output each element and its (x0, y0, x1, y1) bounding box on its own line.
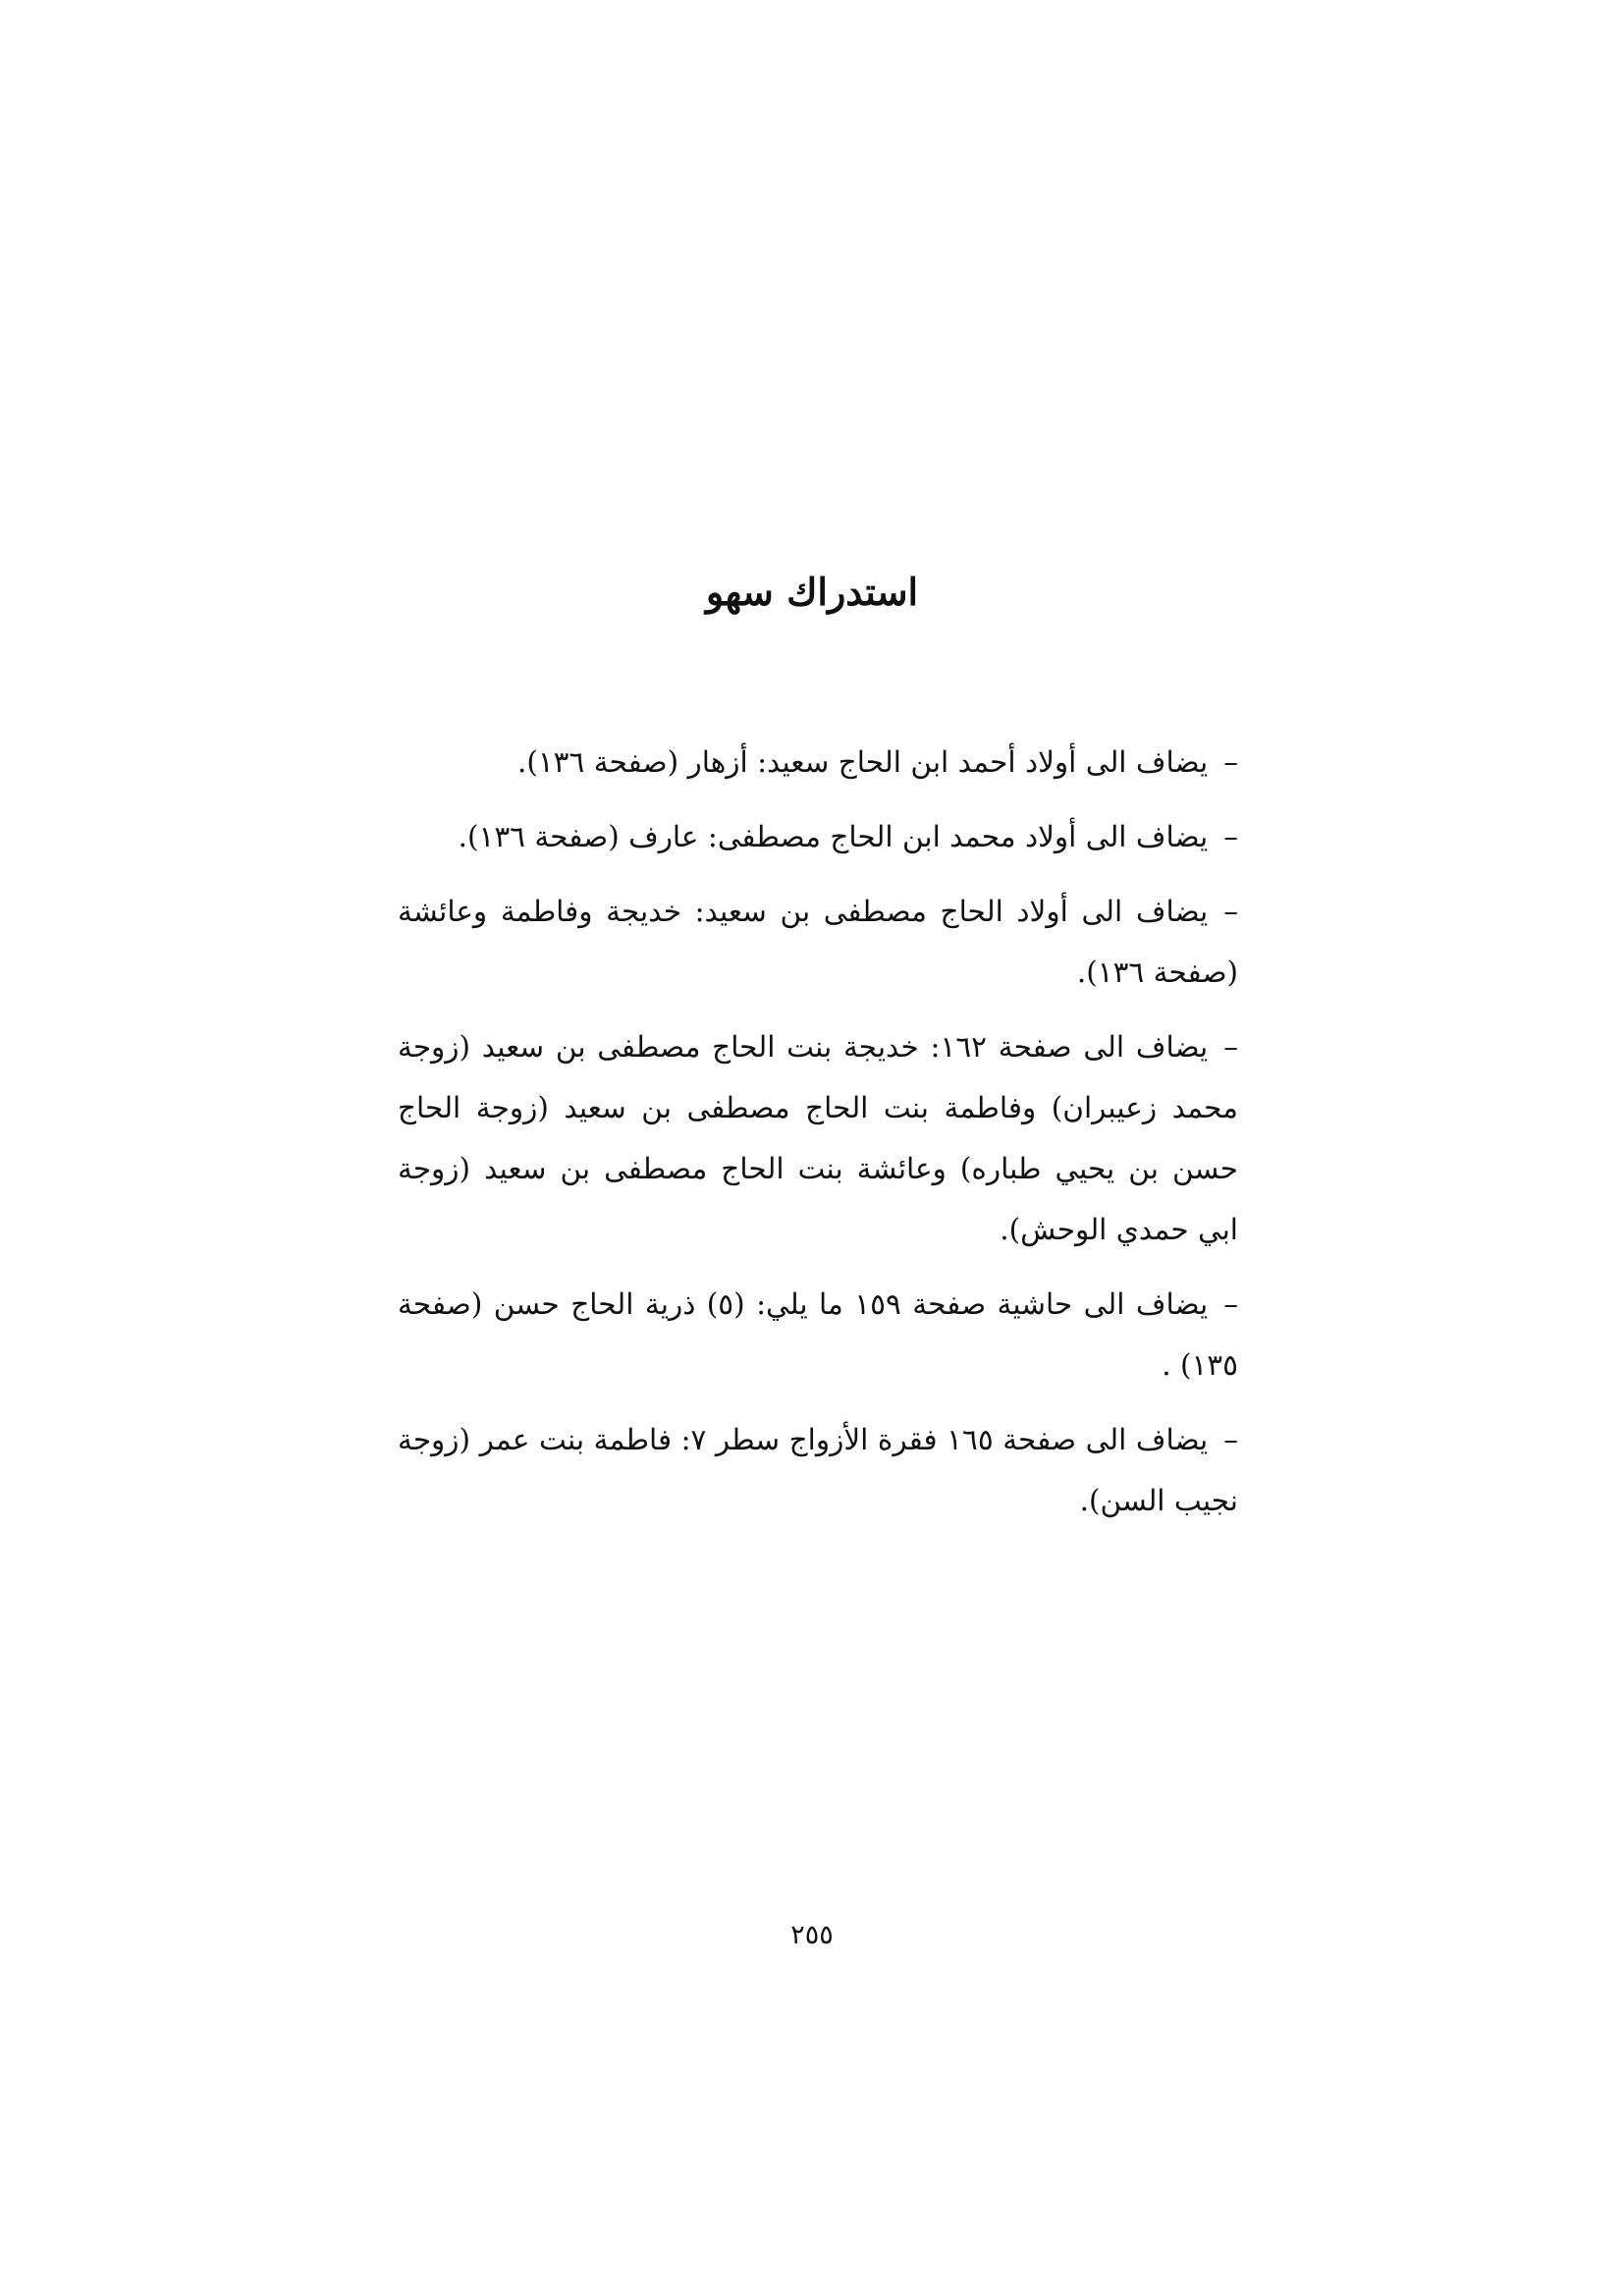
entry-dash: – (1223, 1287, 1238, 1321)
entry-dash: – (1223, 745, 1238, 779)
entry-text: يضاف الى أولاد الحاج مصطفى بن سعيد: خديجة وفاطمة وعائشة (صفحة ١٣٦). (398, 895, 1238, 989)
entry-text: يضاف الى أولاد أحمد ابن الحاج سعيد: أزهار (صفحة ١٣٦). (516, 745, 1209, 779)
errata-entry-6 (398, 1409, 1238, 1531)
entry-text: يضاف الى صفحة ١٦٥ فقرة الأزواج سطر ٧: فاطمة بنت عمر (زوجة نجيب السن). (398, 1423, 1238, 1517)
errata-entry-3 (398, 881, 1238, 1003)
entry-dash: – (1223, 820, 1238, 853)
entry-dash: – (1223, 895, 1238, 928)
errata-entry-1 (398, 732, 1238, 793)
entry-dash: – (1223, 1030, 1238, 1064)
entry-text: يضاف الى صفحة ١٦٢: خديجة بنت الحاج مصطفى بن سعيد (زوجة محمد زعيبران) وفاطمة بنت الحاج مصطفى بن سعيد (زوجة الحاج حسن بن يحيي طباره) وعائشة بنت الحاج مصطفى بن سعيد (زوجة ابي حمدي الوحش). (398, 1030, 1238, 1246)
page-title: استدراك سهو (705, 570, 919, 614)
errata-body (398, 732, 1238, 1545)
entry-text: يضاف الى حاشية صفحة ١٥٩ ما يلي: (٥) ذرية الحاج حسن (صفحة ١٣٥) . (398, 1287, 1238, 1382)
page-number: ٢٥٥ (790, 1920, 834, 1950)
errata-entry-5 (398, 1274, 1238, 1395)
errata-entry-2 (398, 806, 1238, 867)
entry-text: يضاف الى أولاد محمد ابن الحاج مصطفى: عارف (صفحة ١٣٦). (458, 820, 1209, 853)
entry-dash: – (1223, 1423, 1238, 1456)
errata-entry-4 (398, 1016, 1238, 1260)
